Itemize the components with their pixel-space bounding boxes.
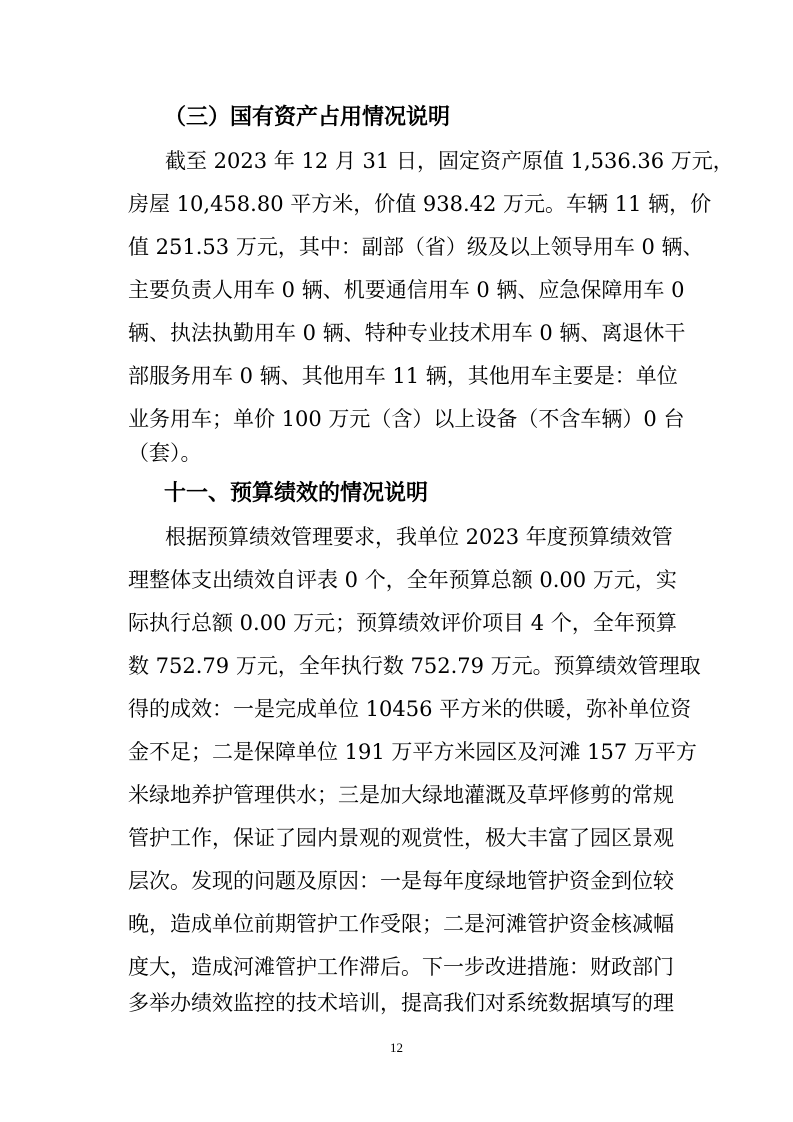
paragraph-line: 多举办绩效监控的技术培训，提高我们对系统数据填写的理 <box>128 991 674 1015</box>
paragraph-line: 辆、执法执勤用车 0 辆、特种专业技术用车 0 辆、离退休干 <box>128 321 686 345</box>
paragraph-line: 值 251.53 万元，其中：副部（省）级及以上领导用车 0 辆、 <box>128 235 704 259</box>
paragraph-line: 截至 2023 年 12 月 31 日，固定资产原值 1,536.36 万元， <box>165 149 734 173</box>
paragraph-line: 管护工作，保证了园内景观的观赏性，极大丰富了园区景观 <box>128 826 674 850</box>
paragraph-line: 际执行总额 0.00 万元；预算绩效评价项目 4 个，全年预算 <box>128 611 677 635</box>
paragraph-line: 金不足；二是保障单位 191 万平方米园区及河滩 157 万平方 <box>128 740 697 764</box>
paragraph-line: 根据预算绩效管理要求，我单位 2023 年度预算绩效管 <box>165 525 673 549</box>
paragraph-line: 米绿地养护管理供水；三是加大绿地灌溉及草坪修剪的常规 <box>128 783 674 807</box>
section-heading-assets: （三）国有资产占用情况说明 <box>164 105 451 130</box>
paragraph-line: 理整体支出绩效自评表 0 个，全年预算总额 0.00 万元，实 <box>128 568 677 592</box>
paragraph-line: 房屋 10,458.80 平方米，价值 938.42 万元。车辆 11 辆，价 <box>128 192 712 216</box>
page-number: 12 <box>390 1040 403 1055</box>
paragraph-line: 得的成效：一是完成单位 10456 平方米的供暖，弥补单位资 <box>128 697 692 721</box>
paragraph-line: 部服务用车 0 辆、其他用车 11 辆，其他用车主要是：单位 <box>128 364 678 388</box>
paragraph-line: 晚，造成单位前期管护工作受限；二是河滩管护资金核减幅 <box>128 912 674 936</box>
paragraph-line: 业务用车；单价 100 万元（含）以上设备（不含车辆）0 台 <box>128 407 685 431</box>
paragraph-line: （套）。 <box>128 441 202 465</box>
paragraph-line: 数 752.79 万元，全年执行数 752.79 万元。预算绩效管理取 <box>128 654 701 678</box>
paragraph-line: 层次。发现的问题及原因：一是每年度绿地管护资金到位较 <box>128 869 674 893</box>
paragraph-line: 度大，造成河滩管护工作滞后。下一步改进措施：财政部门 <box>128 955 674 979</box>
paragraph-line: 主要负责人用车 0 辆、机要通信用车 0 辆、应急保障用车 0 <box>128 278 685 302</box>
section-heading-performance: 十一、预算绩效的情况说明 <box>164 481 429 506</box>
